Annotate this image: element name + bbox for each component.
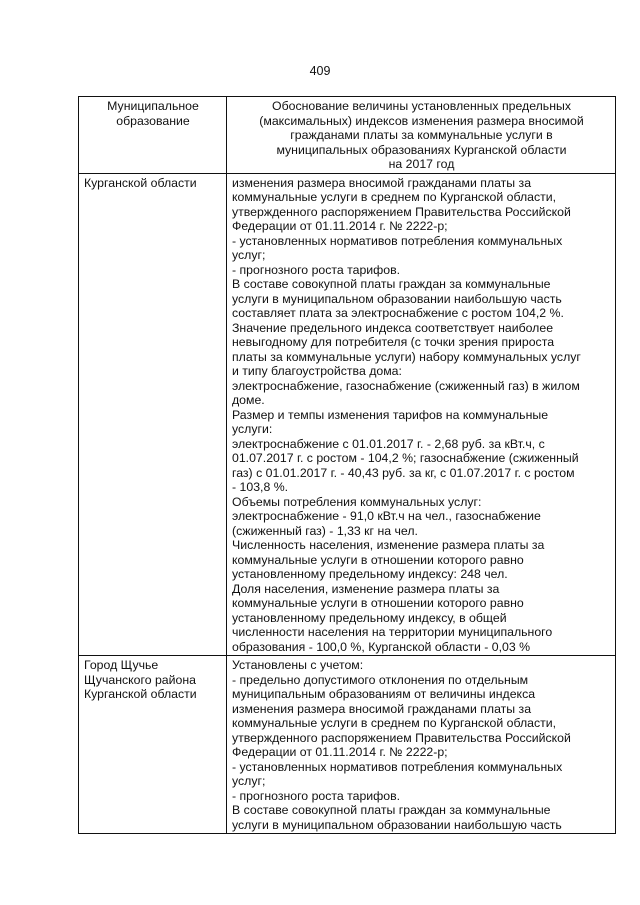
text-line: - предельно допустимого отклонения по отдельным <box>232 672 529 687</box>
text-line: - прогнозного роста тарифов. <box>232 262 401 277</box>
table-row <box>79 656 616 834</box>
text-line: (максимальных) индексов изменения размера вносимой <box>259 113 584 128</box>
text-line: Доля населения, изменение размера платы за <box>232 581 500 596</box>
text-line: В составе совокупной платы граждан за коммунальные <box>232 803 551 817</box>
text-line: Федерации от 01.11.2014 г. № 2222-р; <box>232 745 448 759</box>
text-line: В составе совокупной платы граждан за коммунальные <box>232 277 551 291</box>
text-line: изменения размера вносимой гражданами платы за <box>232 701 532 716</box>
text-line: - 103,8 %. <box>232 480 289 494</box>
text-line: невыгодному для потребителя (с точки зрения прироста <box>232 335 555 349</box>
justification-table <box>78 96 616 834</box>
text-line: утвержденного распоряжением Правительства Российской <box>232 730 571 745</box>
text-line: электроснабжение, газоснабжение (сжиженный газ) в жилом <box>232 378 580 393</box>
text-line: коммунальные услуги в отношении которого равно <box>232 552 524 567</box>
text-line: изменения размера вносимой гражданами платы за <box>232 175 532 190</box>
text-line: Установлены с учетом: <box>232 658 364 672</box>
text-line: численности населения на территории муниципального <box>232 625 553 639</box>
text-line: Федерации от 01.11.2014 г. № 2222-р; <box>232 219 448 233</box>
text-line: электроснабжение с 01.01.2017 г. - 2,68 руб. за кВт.ч, с <box>232 436 545 451</box>
text-line: образование <box>116 113 190 128</box>
text-line: установленному предельному индексу, в общей <box>232 610 507 625</box>
text-line: Обоснование величины установленных предельных <box>272 99 571 113</box>
text-line: муниципальных образованиях Курганской области <box>276 142 567 157</box>
header-justification <box>227 97 616 174</box>
text-line: услуг; <box>232 248 266 262</box>
municipality-cell <box>79 173 227 656</box>
text-line: доме. <box>232 393 265 407</box>
text-line: услуги в муниципальном образовании наибольшую часть <box>232 817 562 832</box>
text-line: - прогнозного роста тарифов. <box>232 788 401 803</box>
text-line: Щучанского района <box>84 672 196 687</box>
text-line: коммунальные услуги в среднем по Курганской области, <box>232 190 557 204</box>
text-line: на 2017 год <box>388 157 455 171</box>
text-line: Значение предельного индекса соответствует наиболее <box>232 320 554 335</box>
text-line: Размер и темпы изменения тарифов на коммунальные <box>232 407 549 422</box>
page-number: 409 <box>309 64 331 78</box>
text-line: газ) с 01.01.2017 г. - 40,43 руб. за кг, с 01.07.2017 г. с ростом <box>232 465 575 480</box>
text-line: коммунальные услуги в среднем по Курганской области, <box>232 716 557 730</box>
table-row <box>79 173 616 656</box>
text-line: утвержденного распоряжением Правительства Российской <box>232 204 571 219</box>
text-line: коммунальные услуги в отношении которого равно <box>232 596 524 610</box>
text-line: - установленных нормативов потребления коммунальных <box>232 233 563 248</box>
text-line: муниципальным образованиям от величины индекса <box>232 687 536 701</box>
text-line: электроснабжение - 91,0 кВт.ч на чел., газоснабжение <box>232 509 541 523</box>
text-line: услуги: <box>232 422 273 436</box>
text-line: Курганской области <box>84 175 197 190</box>
text-line: услуги в муниципальном образовании наибольшую часть <box>232 291 562 306</box>
text-line: Курганской области <box>84 687 197 701</box>
header-municipality <box>79 97 227 174</box>
text-line: Численность населения, изменение размера платы за <box>232 538 545 552</box>
text-line: Город Щучье <box>84 658 159 672</box>
text-line: и типу благоустройства дома: <box>232 364 402 378</box>
text-line: - установленных нормативов потребления коммунальных <box>232 759 563 774</box>
text-line: Объемы потребления коммунальных услуг: <box>232 494 482 509</box>
table-header-row <box>79 97 616 174</box>
text-line: установленному предельному индексу: 248 чел. <box>232 567 508 581</box>
text-line: составляет плата за электроснабжение с ростом 104,2 %. <box>232 306 564 320</box>
text-line: образования - 100,0 %, Курганской области - 0,03 % <box>232 639 531 654</box>
text-line: платы за коммунальные услуги) набору коммунальных услуг <box>232 349 581 364</box>
justification-cell <box>227 173 616 656</box>
text-line: 01.07.2017 г. с ростом - 104,2 %; газоснабжение (сжиженный <box>232 451 579 465</box>
municipality-cell <box>79 656 227 834</box>
text-line: (сжиженный газ) - 1,33 кг на чел. <box>232 523 418 538</box>
justification-cell <box>227 656 616 834</box>
text-line: Муниципальное <box>107 99 199 113</box>
text-line: услуг; <box>232 774 266 788</box>
text-line: гражданами платы за коммунальные услуги в <box>290 128 553 142</box>
